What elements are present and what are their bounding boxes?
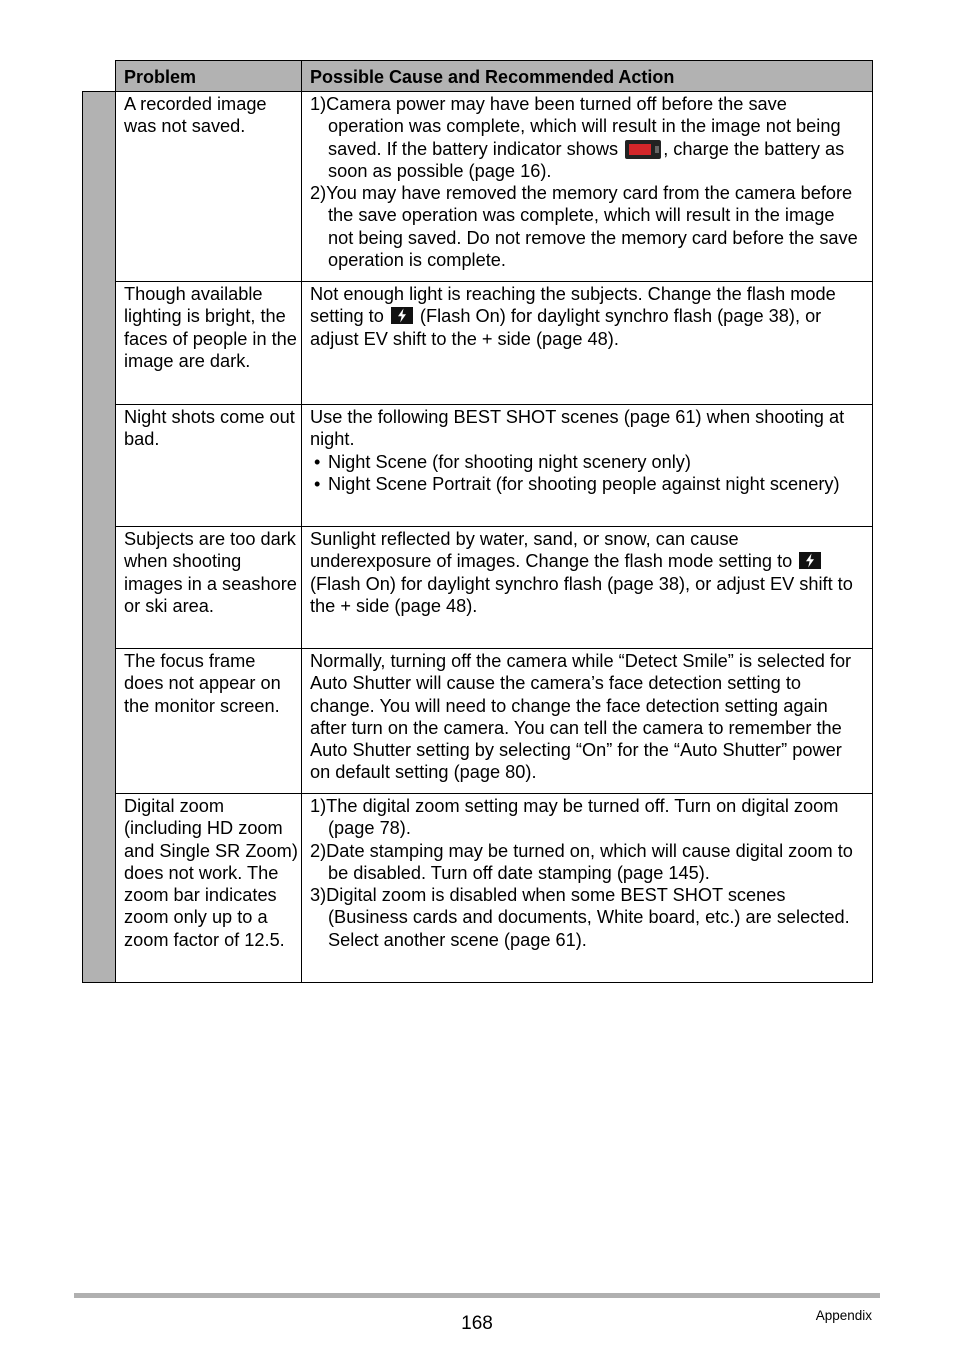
action-text — [310, 283, 862, 350]
list-item — [310, 451, 862, 473]
numbered-item — [310, 840, 862, 885]
item-text: You may have removed the memory card from the camera before the save operation was complete, which will result in the image not being saved. Do not remove the memory card before the save operation is complete. — [326, 183, 858, 271]
footer-rule — [74, 1293, 880, 1298]
item-number: 3) — [310, 885, 327, 906]
list-item — [310, 473, 862, 495]
section-side-bar — [83, 92, 116, 983]
action-text-part: Not enough light is reaching the subjects. Change the flash mode setting to — [310, 284, 836, 327]
problem-cell: Digital zoom (including HD zoom and Single SR Zoom) does not work. The zoom bar indicates zoom only up to a zoom factor of 12.5. — [116, 794, 302, 983]
table-row — [83, 527, 873, 649]
table-row — [83, 794, 873, 983]
action-cell — [302, 527, 873, 649]
table-header-row — [83, 61, 873, 92]
bullet-icon: • — [314, 451, 321, 472]
numbered-item — [310, 93, 862, 182]
troubleshooting-table — [82, 60, 873, 983]
item-text: The digital zoom setting may be turned off. Turn on digital zoom (page 78). — [326, 796, 839, 839]
flash-on-icon — [799, 552, 821, 569]
action-text-part: Sunlight reflected by water, sand, or snow, can cause underexposure of images. Change the flash mode setting to — [310, 529, 798, 572]
table-row — [83, 92, 873, 282]
item-text: , charge the battery as soon as possible (page 16). — [328, 138, 845, 181]
numbered-item — [310, 795, 862, 840]
item-text: Date stamping may be turned on, which will cause digital zoom to be disabled. Turn off date stamping (page 145). — [326, 840, 853, 883]
action-cell — [302, 92, 873, 282]
bullet-text: Night Scene Portrait (for shooting people against night scenery) — [328, 473, 840, 494]
numbered-item — [310, 182, 862, 271]
action-text-part: (Flash On) for daylight synchro flash (page 38), or adjust EV shift to the + side (page 48). — [310, 573, 853, 616]
table-row — [83, 405, 873, 527]
item-text: Digital zoom is disabled when some BEST SHOT scenes (Business cards and documents, White board, etc.) are selected. Select another scene (page 61). — [326, 885, 850, 950]
item-number: 2) — [310, 840, 327, 861]
action-text — [310, 528, 862, 617]
action-cell — [302, 405, 873, 527]
action-intro: Use the following BEST SHOT scenes (page 61) when shooting at night. — [310, 407, 845, 450]
table-row — [83, 282, 873, 405]
bullet-icon: • — [314, 473, 321, 494]
numbered-item — [310, 884, 862, 951]
header-action: Possible Cause and Recommended Action — [302, 61, 873, 92]
item-number: 1) — [310, 796, 327, 816]
page-number: 168 — [461, 1313, 493, 1334]
battery-low-icon — [625, 140, 661, 159]
problem-cell: The focus frame does not appear on the monitor screen. — [116, 649, 302, 794]
action-cell — [302, 282, 873, 405]
item-number: 2) — [310, 183, 327, 204]
problem-cell: Subjects are too dark when shooting images in a seashore or ski area. — [116, 527, 302, 649]
action-cell: Normally, turning off the camera while “Detect Smile” is selected for Auto Shutter will cause the camera’s face detection setting to change. You will need to change the face detection setting again after turn on the camera. You can tell the camera to remember the Auto Shutter setting by selecting “On” for the “Auto Shutter” power on default setting (page 80). — [302, 649, 873, 794]
header-problem: Problem — [116, 61, 302, 92]
troubleshooting-table-wrap — [82, 60, 872, 983]
flash-on-icon — [391, 307, 413, 324]
item-number: 1) — [310, 94, 327, 114]
problem-cell: Night shots come out bad. — [116, 405, 302, 527]
problem-cell: Though available lighting is bright, the faces of people in the image are dark. — [116, 282, 302, 405]
section-label: Appendix — [815, 1308, 872, 1323]
header-spacer — [83, 61, 116, 92]
action-cell — [302, 794, 873, 983]
bullet-text: Night Scene (for shooting night scenery only) — [328, 451, 691, 472]
table-row — [83, 649, 873, 794]
item-text: Camera power may have been turned off before the save operation was complete, which will result in the image not being saved. If the battery indicator shows — [326, 94, 841, 159]
action-text-part: (Flash On) for daylight synchro flash (page 38), or adjust EV shift to the + side (page 48). — [310, 306, 822, 349]
problem-cell: A recorded image was not saved. — [116, 92, 302, 282]
